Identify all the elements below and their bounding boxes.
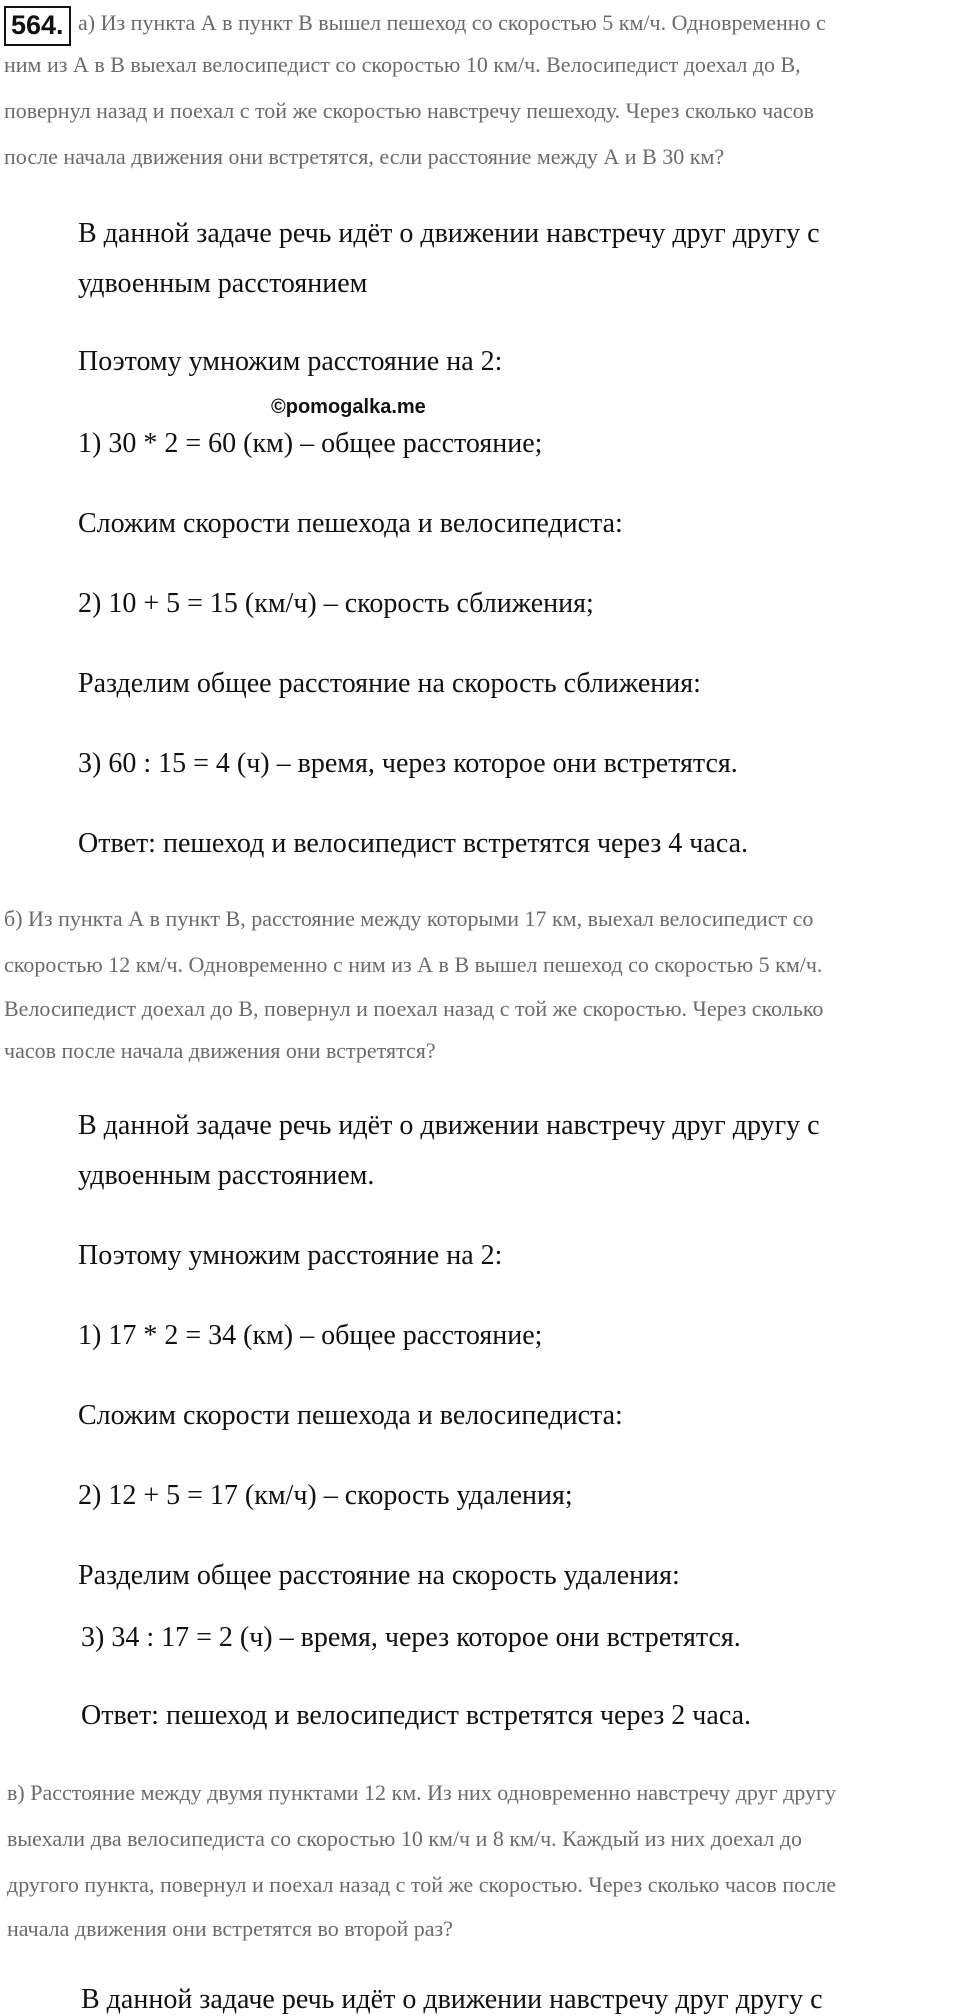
part-b-condition-line: Велосипедист доехал до В, повернул и поехал назад с той же скоростью. Через сколько [4, 996, 824, 1021]
part-c-condition-line: начала движения они встретятся во второй раз? [7, 1916, 453, 1941]
part-a-solution-line: 2) 10 + 5 = 15 (км/ч) – скорость сближения; [78, 588, 594, 619]
part-b-solution-line: удвоенным расстоянием. [78, 1160, 375, 1191]
part-c-condition-line: выехали два велосипедиста со скоростью 10 км/ч и 8 км/ч. Каждый из них доехал до [7, 1826, 803, 1851]
part-a-condition-line: повернул назад и поехал с той же скоростью навстречу пешеходу. Через сколько часов [4, 98, 815, 123]
part-a-solution-answer: Ответ: пешеход и велосипедист встретятся через 4 часа. [78, 828, 749, 859]
part-c-condition-line: в) Расстояние между двумя пунктами 12 км. Из них одновременно навстречу друг другу [7, 1780, 837, 1805]
part-b-solution-line: В данной задаче речь идёт о движении навстречу друг другу с [78, 1110, 820, 1141]
part-c-solution-line: В данной задаче речь идёт о движении навстречу друг другу с [81, 1984, 823, 2015]
part-b-solution-line: 3) 34 : 17 = 2 (ч) – время, через которое они встретятся. [81, 1622, 741, 1653]
part-b-solution-line: Разделим общее расстояние на скорость удаления: [78, 1560, 680, 1591]
part-a-solution-line: Разделим общее расстояние на скорость сближения: [78, 668, 701, 699]
watermark: ©pomogalka.me [271, 396, 426, 418]
part-b-condition-line: часов после начала движения они встретятся? [4, 1038, 436, 1063]
part-a-solution-line: 1) 30 * 2 = 60 (км) – общее расстояние; [78, 428, 543, 459]
part-b-solution-line: Поэтому умножим расстояние на 2: [78, 1240, 503, 1271]
part-a-condition-line: после начала движения они встретятся, если расстояние между А и В 30 км? [4, 144, 725, 169]
part-a-solution-line: удвоенным расстоянием [78, 268, 368, 299]
part-b-solution-line: Сложим скорости пешехода и велосипедиста: [78, 1400, 623, 1431]
problem-number: 564. [4, 6, 71, 46]
part-a-condition-line: а) Из пункта А в пункт В вышел пешеход со скоростью 5 км/ч. Одновременно с [78, 10, 826, 35]
part-a-solution-line: Поэтому умножим расстояние на 2: [78, 346, 503, 377]
part-c-condition-line: другого пункта, повернул и поехал назад с той же скоростью. Через сколько часов после [7, 1872, 837, 1897]
part-b-solution-line: 2) 12 + 5 = 17 (км/ч) – скорость удаления; [78, 1480, 573, 1511]
part-b-condition-line: скоростью 12 км/ч. Одновременно с ним из А в В вышел пешеход со скоростью 5 км/ч. [4, 952, 823, 977]
part-b-solution-line: 1) 17 * 2 = 34 (км) – общее расстояние; [78, 1320, 543, 1351]
part-a-solution-line: Сложим скорости пешехода и велосипедиста: [78, 508, 623, 539]
part-b-condition-line: б) Из пункта А в пункт В, расстояние между которыми 17 км, выехал велосипедист со [4, 906, 814, 931]
part-a-solution-line: 3) 60 : 15 = 4 (ч) – время, через которое они встретятся. [78, 748, 738, 779]
part-b-solution-answer: Ответ: пешеход и велосипедист встретятся через 2 часа. [81, 1700, 752, 1731]
part-a-condition-line: ним из А в В выехал велосипедист со скоростью 10 км/ч. Велосипедист доехал до В, [4, 52, 801, 77]
part-a-solution-line: В данной задаче речь идёт о движении навстречу друг другу с [78, 218, 820, 249]
